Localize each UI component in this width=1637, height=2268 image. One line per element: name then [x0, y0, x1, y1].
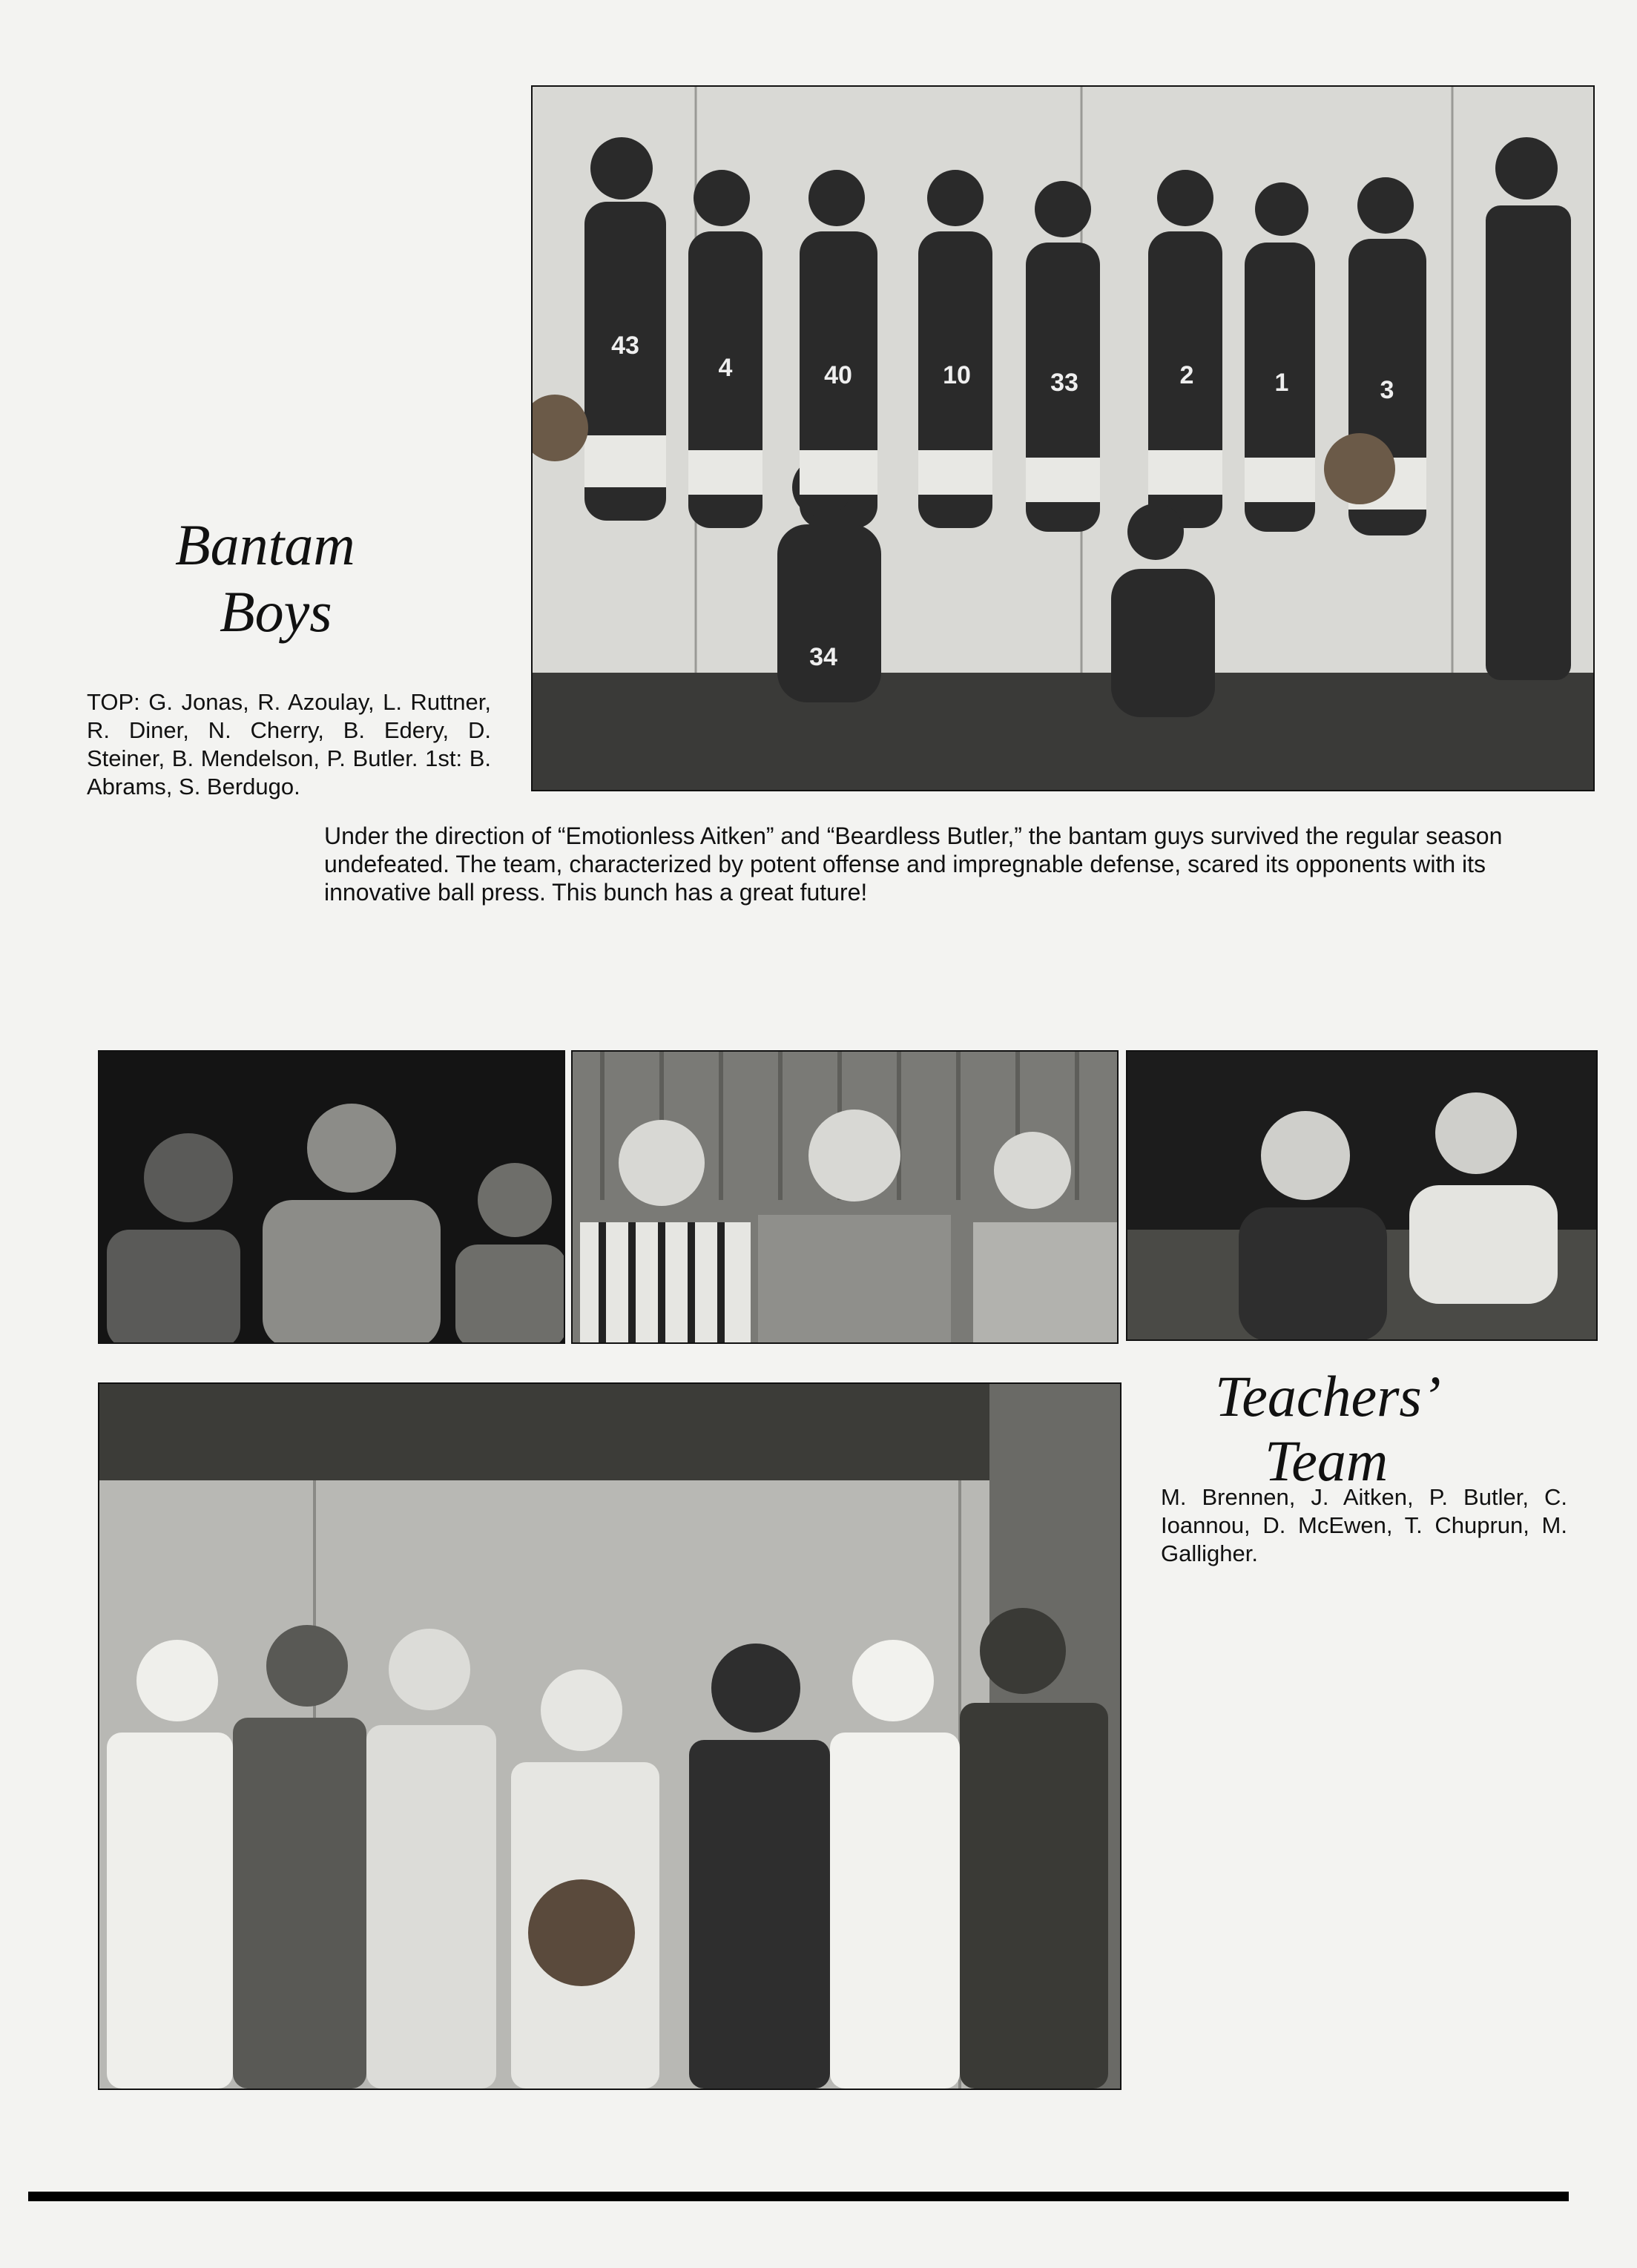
teachers-heading-line1: Teachers’ [1215, 1364, 1441, 1428]
jersey-number: 1 [1274, 369, 1289, 397]
jersey-number: 33 [1050, 369, 1078, 397]
jersey-number: 43 [611, 332, 639, 360]
bantam-caption: TOP: G. Jonas, R. Azoulay, L. Ruttner, R. Diner, N. Cherry, B. Edery, D. Steiner, B. Mendelson, P. Butler. 1st: B. Abrams, S. Berdugo. [87, 689, 491, 800]
jersey-number: 3 [1380, 376, 1394, 404]
teachers-caption: M. Brennen, J. Aitken, P. Butler, C. Ioannou, D. McEwen, T. Chuprun, M. Galligher. [1161, 1484, 1567, 1566]
bantam-heading-line2: Boys [220, 579, 332, 644]
footer-rule [28, 2192, 1569, 2201]
teachers-heading-line2: Team [1265, 1428, 1389, 1493]
jersey-number: 2 [1179, 361, 1194, 389]
jersey-number: 4 [718, 354, 733, 382]
jersey-number: 10 [943, 361, 971, 389]
bantam-heading-line1: Bantam [175, 512, 355, 577]
jersey-number: 34 [809, 643, 837, 671]
bantam-story: Under the direction of “Emotionless Aitken” and “Beardless Butler,” the bantam guys survived the regular season undefeated. The team, characterized by potent offense and impregnable defense, scared its opponents with its innovative ball press. This bunch has a great future! [324, 823, 1503, 906]
action-photo-trio [571, 1050, 1119, 1344]
action-photo-coach [98, 1050, 565, 1344]
teachers-team-photo [98, 1382, 1121, 2090]
bantam-team-photo [531, 85, 1595, 791]
action-photo-game [1126, 1050, 1598, 1341]
jersey-number: 40 [824, 361, 852, 389]
